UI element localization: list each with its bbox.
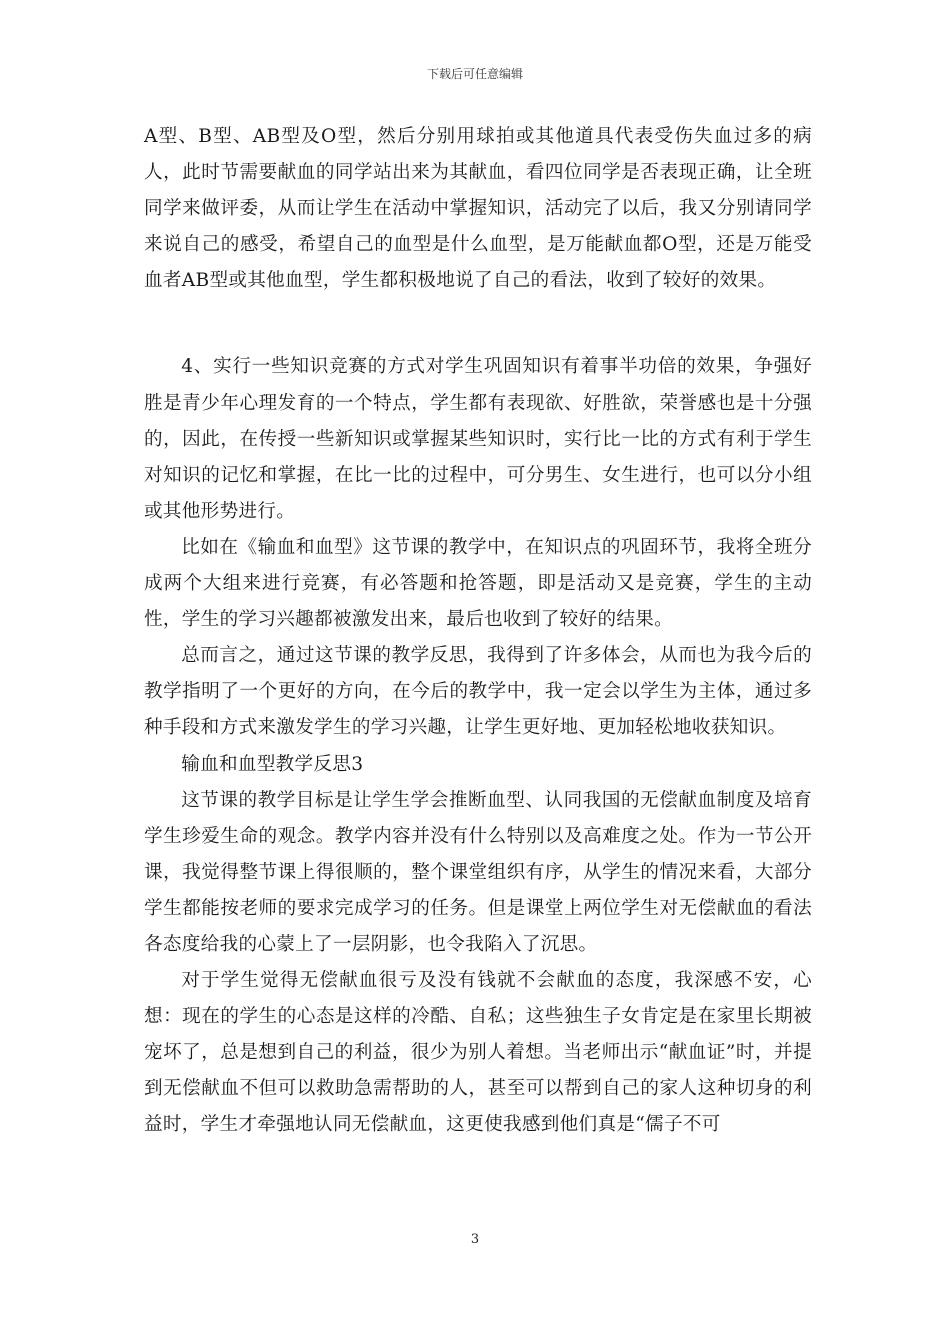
paragraph-summary: 总而言之，通过这节课的教学反思，我得到了许多体会，从而也为我今后的教学指明了一个更好的方向，在今后的教学中，我一定会以学生为主体，通过多种手段和方式来激发学生的学习兴趣，让学生更好地、更加轻松地收获知识。 [144,645,812,739]
paragraph-knowledge-competition: 4、实行一些知识竞赛的方式对学生巩固知识有着事半功倍的效果，争强好胜是青少年心理发育的一个特点，学生都有表现欲、好胜欲，荣誉感也是十分强的，因此，在传授一些新知识或掌握某些知识时，实行比一比的方式有利于学生对知识的记忆和掌握，在比一比的过程中，可分男生、女生进行，也可以分小组或其他形势进行。 [144,356,812,522]
paragraph-example-lesson: 比如在《输血和血型》这节课的教学中，在知识点的巩固环节，我将全班分成两个大组来进行竞赛，有必答题和抢答题，即是活动又是竞赛，学生的主动性，学生的学习兴趣都被激发出来，最后也收到了较好的结果。 [144,536,812,631]
document-body [144,119,812,1144]
paragraph-student-attitude: 对于学生觉得无偿献血很亏及没有钱就不会献血的态度，我深感不安，心想：现在的学生的心态是这样的冷酷、自私；这些独生子女肯定是在家里长期被宠坏了，总是想到自己的利益，很少为别人着想。当老师出示“献血证”时，并提到无偿献血不但可以救助急需帮助的人，甚至可以帮到自己的家人这种切身的利益时，学生才牵强地认同无偿献血，这更使我感到他们真是“儒子不可 [144,970,812,1136]
page-number: 3 [470,1232,480,1247]
section-heading: 输血和血型教学反思3 [181,753,364,775]
paragraph-blood-type-activity: A型、B型、AB型及O型，然后分别用球拍或其他道具代表受伤失血过多的病人，此时节需要献血的同学站出来为其献血，看四位同学是否表现正确，让全班同学来做评委，从而让学生在活动中掌握知识，活动完了以后，我又分别请同学来说自己的感受，希望自己的血型是什么血型，是万能献血都O型，还是万能受血者AB型或其他血型，学生都积极地说了自己的看法，收到了较好的效果。 [144,126,812,292]
paragraph-gap [144,299,812,349]
paragraph-teaching-goal: 这节课的教学目标是让学生学会推断血型、认同我国的无偿献血制度及培育学生珍爱生命的观念。教学内容并没有什么特别以及高难度之处。作为一节公开课，我觉得整节课上得很顺的，整个课堂组织有序，从学生的情况来看，大部分学生都能按老师的要求完成学习的任务。但是课堂上两位学生对无偿献血的看法各态度给我的心蒙上了一层阴影，也令我陷入了沉思。 [144,789,812,955]
page-header-note: 下载后可任意编辑 [426,67,523,81]
